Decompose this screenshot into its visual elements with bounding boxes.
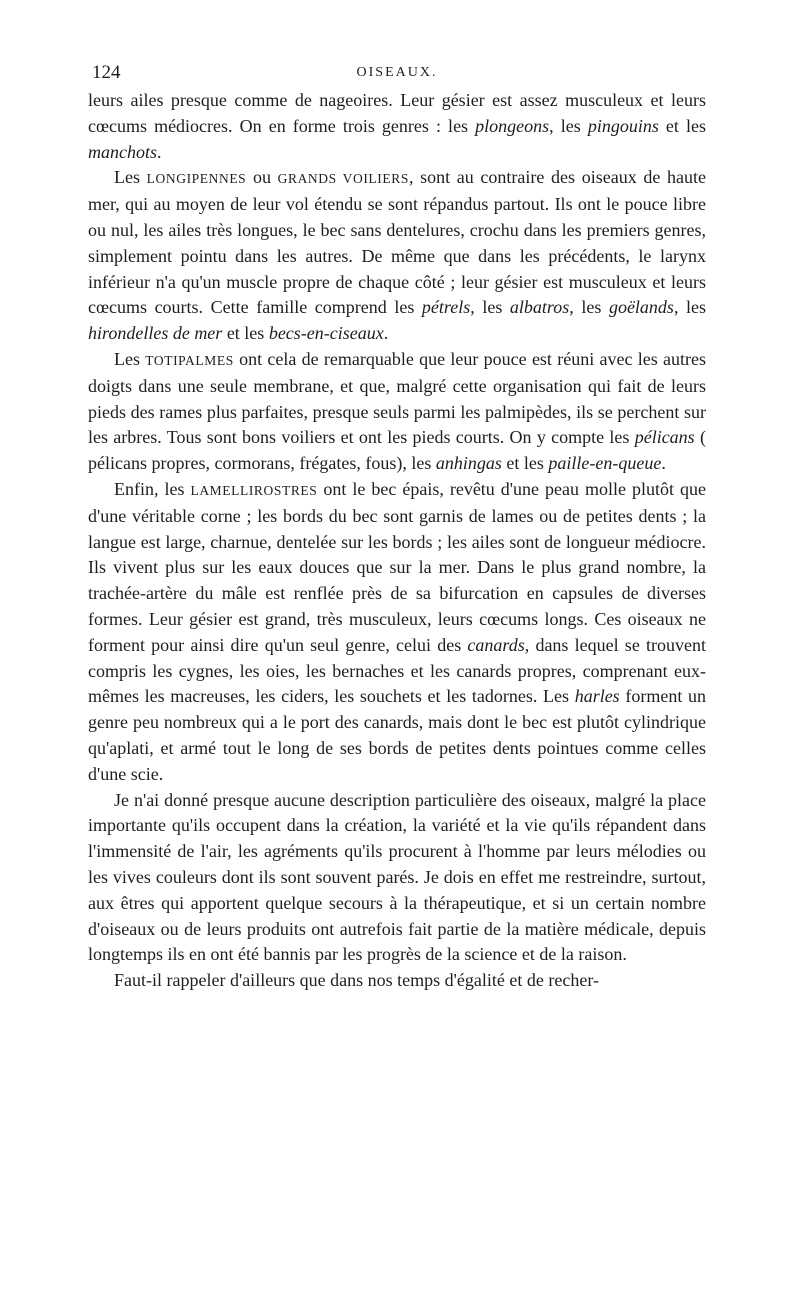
genus-canards: canards xyxy=(467,634,525,655)
genus-goelands: goëlands xyxy=(608,297,674,318)
book-page xyxy=(88,62,706,994)
genus-becs-en-ciseaux: becs-en-ciseaux xyxy=(268,323,384,344)
genus-plongeons: plongeons xyxy=(475,115,550,136)
genus-harles: harles xyxy=(574,686,620,707)
family-totipalmes: TOTIPALMES xyxy=(145,352,234,368)
paragraph-4: Enfin, les LAMELLIROSTRES ont le bec épais, revêtu d'une peau molle plutôt que d'une véritable corne ; les bords du bec sont garnis de lames ou de petites dents ; la langue est large, charnue, dentelée sur les bords ; les ailes sont de longueur médiocre. Ils vivent plus sur les eaux douces que sur la mer. Dans le plus grand nombre, la trachée-artère du mâle est renflée près de sa bifurcation en capsules de diverses formes. Leur gésier est grand, très musculeux, leurs cœcums longs. Ces oiseaux ne forment pour ainsi dire qu'un seul genre, celui des canards, dans lequel se trouvent compris les cygnes, les oies, les bernaches et les canards propres, comprenant eux-mêmes les macreuses, les ciders, les souchets et les tadornes. Les harles forment un genre peu nombreux qui a le port des canards, mais dont le bec est plutôt cylindrique qu'aplati, et armé tout le long de ses bords de petites dents pointues comme celles d'une scie. xyxy=(88,478,706,784)
genus-hirondelles-de-mer: hirondelles de mer xyxy=(88,323,223,344)
paragraph-6: Faut-il rappeler d'ailleurs que dans nos temps d'égalité et de recher- xyxy=(114,970,599,991)
paragraph-1: leurs ailes presque comme de nageoires. Leur gésier est assez musculeux et leurs cœcums médiocres. On en forme trois genres : les plongeons, les pingouins et les manchots. xyxy=(88,90,706,162)
page-number: 124 xyxy=(92,62,121,83)
genus-paille-en-queue: paille-en-queue xyxy=(548,453,662,474)
genus-anhingas: anhingas xyxy=(435,453,502,474)
body-text xyxy=(88,88,706,994)
running-head: OISEAUX. xyxy=(356,65,438,80)
family-lamellirostres: LAMELLIROSTRES xyxy=(190,482,318,498)
paragraph-2: Les LONGIPENNES ou GRANDS VOILIERS, sont au contraire des oiseaux de haute mer, qui au moyen de leur vol étendu se sont répandus partout. Ils ont le pouce libre ou nul, les ailes très longues, le bec sans dentelures, crochu dans les premiers genres, simplement pointu dans les autres. De même que dans les précédents, le larynx inférieur n'a qu'un muscle propre de chaque côté ; leur gésier est musculeux et leurs cœcums courts. Cette famille comprend les pétrels, les albatros, les goëlands, les hirondelles de mer et les becs-en-ciseaux. xyxy=(88,167,707,344)
paragraph-3: Les TOTIPALMES ont cela de remarquable que leur pouce est réuni avec les autres doigts dans une seule membrane, et que, malgré cette organisation qui fait de leurs pieds des rames plus parfaites, presque seuls parmi les palmipèdes, ils se perchent sur les arbres. Tous sont bons voiliers et ont les pieds courts. On y compte les pélicans ( pélicans propres, cormorans, frégates, fous), les anhingas et les paille-en-queue. xyxy=(88,348,706,474)
family-grands-voiliers: GRANDS VOILIERS xyxy=(277,171,409,187)
genus-manchots: manchots xyxy=(88,141,157,162)
genus-petrels: pétrels xyxy=(421,297,471,318)
genus-pelicans: pélicans xyxy=(634,427,695,448)
genus-pingouins: pingouins xyxy=(587,115,659,136)
page-header xyxy=(88,62,706,84)
family-longipennes: LONGIPENNES xyxy=(146,171,247,187)
genus-albatros: albatros xyxy=(509,297,570,318)
paragraph-5: Je n'ai donné presque aucune description particulière des oiseaux, malgré la place importante qu'ils occupent dans la création, la variété et la vie qu'ils répandent dans l'immensité de l'air, les agréments qu'ils procurent à l'homme par leurs mélodies ou les vives couleurs dont ils sont souvent parés. Je dois en effet me restreindre, surtout, aux êtres qui apportent quelque secours à la thérapeutique, et si un certain nombre d'oiseaux ou de leurs produits ont autrefois fait partie de la matière médicale, depuis longtemps ils en ont été bannis par les progrès de la science et de la raison. xyxy=(88,789,706,965)
